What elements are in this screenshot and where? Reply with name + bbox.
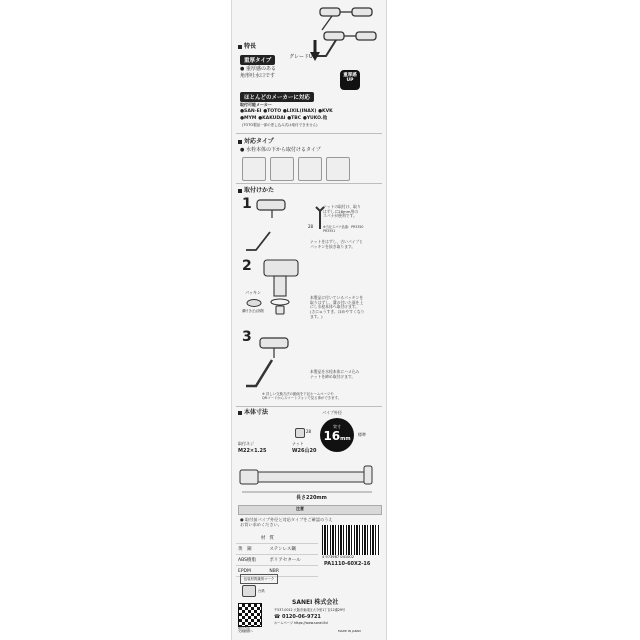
faucet-type-thumb — [326, 157, 350, 181]
packaging-mark-sub: 台紙 — [258, 589, 265, 593]
table-row — [236, 544, 318, 555]
makers-line-2: ●MYM ●KAKUDAI ●TBC ●YUKO.他 — [240, 116, 328, 121]
caution-bar — [238, 505, 382, 515]
compat-heading: 対応タイプ — [238, 139, 274, 145]
makers-pill: ほとんどのメーカーに対応 — [240, 92, 314, 102]
spanner-size: 28 — [308, 224, 314, 229]
makers-title: 取付可能メーカー — [240, 102, 272, 107]
divider — [236, 406, 382, 407]
step-1-number: 1 — [242, 196, 252, 212]
step-1-note: ナットの取付け、取り はずしに28mm用の スパナが便利です。 — [323, 204, 361, 219]
faucet-type-thumb — [242, 157, 266, 181]
thread-label: 取付ネジ — [238, 441, 254, 446]
divider — [236, 183, 382, 184]
compat-bullet: ● 水栓本体の下から取付けるタイプ — [240, 147, 321, 153]
dims-heading: 本体寸法 — [238, 410, 268, 416]
phone-number: ☎ 0120-06-9721 — [274, 614, 321, 620]
caution-text: ● 取付前パイプ外径と対応タイプをご確認のうえ お買い求めください。 — [240, 517, 333, 528]
table-row — [236, 555, 318, 566]
faucet-type-thumb — [270, 157, 294, 181]
faucet-illustration-top — [312, 2, 382, 62]
actual-size-unit: mm — [340, 436, 351, 442]
pipe-label: パイプ外径 — [322, 410, 342, 415]
divider — [236, 133, 382, 134]
actual-size-circle — [320, 418, 354, 452]
step-2-note: 本製品に付いているパッキンを 取りはずし、溝の付いた面を上 にし水栓本体へ取付けます。 (さにゅうすき、ほめやすくなり ます。) — [310, 295, 365, 319]
qr-label: 取付方法 交換動画へ — [238, 626, 254, 634]
website-url: ホームページ https://www.sanei.ltd — [274, 621, 328, 625]
package-card — [231, 0, 387, 640]
up-badge: 重厚感 UP — [340, 70, 360, 90]
barcode-digits: 4 973987 041002 — [322, 555, 355, 559]
makers-line-1: ●SAN-EI ●TOTO ●LIXIL(INAX) ●KVK — [240, 109, 333, 114]
type-pill: 重厚タイプ — [240, 55, 275, 65]
recycle-mark-icon — [242, 585, 256, 597]
nut-label: ナット — [292, 441, 304, 446]
product-code: PA1110-60X2-16 — [324, 561, 371, 567]
feature-bullet: ● 重厚感のある 角形吐水口です — [240, 66, 276, 79]
step-2-number: 2 — [242, 258, 252, 274]
grade-up-label: グレードUP — [289, 54, 316, 60]
standard-label: 標準 — [358, 432, 366, 437]
table-cell: ABS樹脂 — [236, 555, 267, 566]
actual-size-value: 16 — [323, 429, 341, 443]
materials-table — [236, 533, 318, 577]
table-cell: ポリアセタール — [267, 555, 318, 566]
step-1-note-2: ナットをはずし、古いパイプと パッキンを抜き取ります。 — [310, 239, 363, 249]
step-2-illustration — [260, 258, 310, 318]
install-footnote: ※ 詳しい交換方法の動画を下記ホームページや QRコードからスマートフォンで見る事ができます。 — [262, 392, 342, 401]
table-cell: EPDM — [236, 566, 267, 577]
packing-label: パッキン — [245, 290, 261, 295]
nut-size: 28 — [306, 429, 312, 434]
thread-value: M22×1.25 — [238, 448, 267, 454]
nut-value: W26山20 — [292, 448, 317, 454]
company-address: 〒537-0012 大阪市東成区大今里1丁目12番29号 — [274, 608, 346, 612]
step-1-illustration — [242, 196, 312, 256]
spout-dimension-drawing — [238, 456, 380, 500]
packing-sub: 溝付き(凸)部側 — [242, 309, 264, 313]
length-label: 長さ220mm — [296, 495, 327, 501]
install-heading: 取付けかた — [238, 188, 274, 194]
spanner-reference: ※当社スパナ品番：PR3350 PR3351 — [323, 225, 364, 233]
table-header-cell: 質 — [267, 533, 318, 544]
faucet-type-thumb — [298, 157, 322, 181]
table-header-cell: 材 — [236, 533, 267, 544]
packaging-mark-label: 包装材質識別マーク — [240, 574, 278, 584]
packing-icon — [246, 298, 262, 308]
features-heading: 特長 — [238, 44, 256, 50]
makers-note: (TOTO製品一部の差し込み式は取付できません) — [242, 123, 318, 127]
table-cell: ステンレス鋼 — [267, 544, 318, 555]
made-in-label: MADE IN JAPAN — [338, 629, 361, 633]
table-header-row — [236, 533, 318, 544]
step-3-number: 3 — [242, 329, 252, 345]
step-3-illustration — [242, 334, 312, 394]
qr-code — [238, 603, 262, 627]
brand-name: SANEI 株式会社 — [292, 599, 339, 606]
caution-title: 注意 — [296, 506, 304, 511]
barcode — [322, 525, 380, 555]
step-3-note: 本製品を水栓本体にハメ込み ナットを締め取付けます。 — [310, 369, 360, 379]
nut-hex-icon — [295, 428, 305, 438]
table-cell: NBR — [267, 566, 318, 577]
actual-size-label: 実寸 — [333, 424, 341, 429]
table-cell: 黄 銅 — [236, 544, 267, 555]
